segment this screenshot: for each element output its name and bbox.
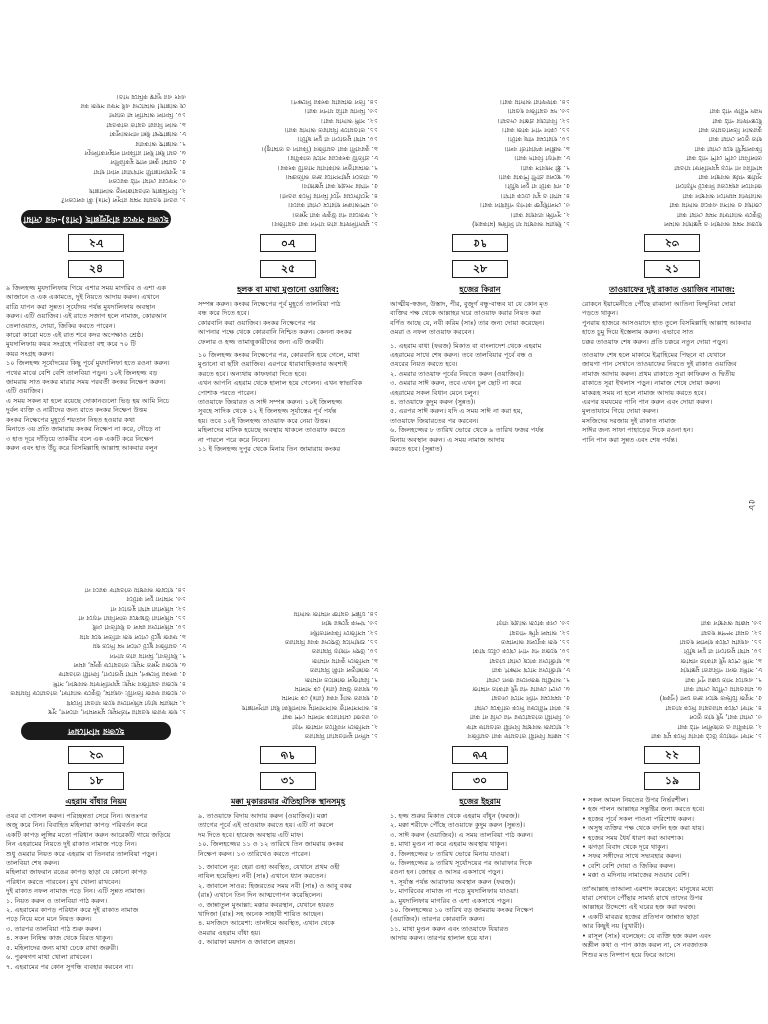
page-number: ৩০ (452, 772, 508, 790)
text-line: ১. ইহরাম অবস্থায় যা নিষিদ্ধ (মাকরূহ) (472, 220, 570, 228)
text-line: যারা সেখানে পৌঁছার সামর্থ্য রাখে তাদের উপর (582, 894, 703, 903)
text-line: ৭. জামরাতুল আকাবায় সাতটি কংকর। (277, 163, 378, 172)
text-line: ৬. হযরত উমর (রাঃ) কে সালাম (294, 684, 378, 693)
text-line: হয়। তবে ১০ই জিলহজ্জ তাওয়াফ করে নেয়া উত্তম। (198, 416, 331, 425)
text-line: ফেলার ও হজ্জ তামাত্তুকারীদের জন্য এটি জরুরী। (198, 337, 324, 346)
text-line: ১১. হজ কবুলের আলামত (501, 637, 570, 646)
text-line: ৩. মাশআরুল হারামে দোয়া করবে। (288, 201, 378, 210)
text-line: • বেশি বেশি দোয়া ও জিকির করুন। (582, 861, 676, 870)
text-line: ৭. স্ত্রী সহবাস করা। (520, 163, 570, 172)
text-line: ৫. জিলহজ্জের ৮ তারিখ ভোরে মিনায় যাওয়া। (390, 849, 510, 858)
text-line: ৪. সুবহানাল্লাযী সাখখারা লানা হাযা (93, 167, 186, 176)
text-line: ৩. দোয়া করা, দুই হাত তুলে (689, 713, 762, 722)
text-line: এরপর যমযমের পানি পান করুন এবং দোয়া করুন। (582, 398, 713, 407)
text-line: ২. ফজরের পর উকুফ করা সুন্নত। (292, 210, 378, 219)
text-line: ৩. বিদায়ী তাওয়াফের পর দেরি না করা (469, 713, 570, 722)
text-line: ৪. কাবা শরীফের দিকে তাকিয়ে দোয়া (474, 703, 570, 712)
page-column (198, 768, 378, 1024)
text-line: জাবালে রহমতের নিকটে দাঁড়ানো (675, 182, 762, 191)
text-line: • অসুস্থ ব্যক্তির পক্ষ থেকে বদলি হজ করা যায়। (582, 824, 705, 833)
text-line: জামরায় সাত কংকর মারার সময় পরবর্তী কংকর নিক্ষেপ করুন। (6, 378, 166, 387)
text-line: ৬. জিলহজ্জের ৯ তারিখ সূর্যোদয়ের পর আরাফার দিকে (390, 859, 533, 868)
text-line: নিক্ষেপ করুন। ১৩ তারিখেও করতে পারেন। (198, 849, 311, 858)
text-line: ৫. এরপর সাঈ করুন। যদি এ সময় সাঈ না করা হয়, (390, 407, 523, 416)
text-line: ১৪. কাফফারা আদায় করা। (499, 97, 570, 106)
text-line: ৩ হাত দূরে দাঁড়িয়ে তাকবীর বলে এক একটি করে নিক্ষেপ (6, 434, 154, 443)
text-line: ৫. সবুজ চিহ্নিত স্থানে দ্রুত চলা (পুরুষ) (659, 694, 762, 703)
text-line: ১. হজ ফরজ হওয়ার শর্তসমূহ: মুসলমান, বালেগ, সুস্থ (48, 708, 186, 716)
text-line: রাকাতে সূরা ইখলাস পড়ুন। নামাজ শেষে দোয়া করুন। (582, 379, 721, 388)
text-line: ৬. ওয়া ইন্না ইলা রাব্বিনা লামুনকালিবূন (84, 148, 186, 157)
text-line: মহিলাদের মাসিক হয়েছে অবস্থায় থাকলে তাওয়াফ করতে (198, 426, 346, 435)
text-line: ১. এহরাম বাধা (ফরজ) মিকাত বা বাংলাদেশ থেকে এহরাম (390, 341, 542, 350)
section-heading: হজের কিরান (459, 285, 501, 294)
text-line: ৬. পুরুষগণ মাথা খোলা রাখবেন। (6, 953, 93, 962)
text-line: ৬. স্থলের প্রাণী শিকার করা। (498, 172, 570, 181)
text-line: ১০ জিলহজ্জ কংকর নিক্ষেপের পর, কোরবানি হয়ে গেলে, মাথা (198, 351, 360, 360)
text-line: ৯. মুযদালিফায় মাগরিব ও এশা একসাথে পড়ুন। (390, 896, 513, 905)
text-line: আদায় করুন। তারপর হালাল হয়ে যান। (390, 934, 492, 943)
text-line: কয়র সংগ্রহ করুন। (6, 349, 54, 358)
text-line: ৭. রিয়াজুল জান্নাতে নামাজ (304, 675, 378, 684)
text-line: নাযিল হয়েছিল। নবী (সাঃ) এখানে ধ্যান করতেন। (198, 872, 327, 881)
text-line: ৭. এভাবে সাত চক্কর পূর্ণ করা (685, 675, 762, 684)
text-line: ২. তাকবীর ও তাহলীল পাঠ করা (677, 722, 762, 731)
text-line: • রাসূল (সাঃ) বলেছেন: যে ব্যক্তি হজ করল এবং (582, 931, 711, 940)
text-line: তাওয়াফ শেষ হলে মাকামে ইব্রাহিমের পিছনে বা যেখানে (582, 351, 726, 360)
text-line: সম্পন্ন করুন। কংকর নিক্ষেপের পূর্ব মুহূর্তে তালবিয়া পাঠ (198, 300, 341, 308)
text-line: করুন এবং হাত উঁচু করে বিসমিল্লাহি আল্লাহু আকবার বলুন (6, 443, 158, 452)
text-line: আজানে ও এক একামতে, দুই নিয়তে আদায় করুন। এখানে (6, 293, 160, 302)
text-line: ১৩. নেক কাজে আগ্রহ বাড়া (496, 619, 570, 628)
text-line: ১৪. চল্লিশ ওয়াক্ত নামাজ আদায় (293, 609, 378, 618)
text-line: পথের মাঝে বেশি বেশি তালবিয়া পড়ুন। ১০ই জিলহজ্জ বড় (6, 368, 158, 377)
text-line: (রাঃ) এখানে তিন দিন আত্মগোপন করেছিলেন। (198, 891, 323, 900)
section-heading: এহরাম বাঁধার নিয়ম (65, 797, 127, 806)
side-page-label: ৫৮ (746, 499, 756, 511)
text-line: হে আল্লাহ! আমাদের এই সফর সহজ কর (80, 101, 186, 110)
text-line: তাওয়াফে জিয়ারতের পর করবেন। (390, 416, 479, 425)
text-line: তেলাওয়াত, দোয়া, জিকির করতে পারেন। (6, 321, 116, 330)
text-line: ১২. ওমরা সম্পন্ন হওয়া (701, 628, 762, 637)
text-line: পরিধান করতে পারবেন। মুখ খোলা রাখবেন। (6, 877, 121, 886)
text-line: ১০. জিলহজ্জের ১০ তারিখ বড় জামরায় কংকর নিক্ষেপ (390, 906, 534, 915)
page-column (6, 512, 186, 768)
text-line: ২. মসজিদে নববীতে নামাজ পড়া (292, 722, 378, 731)
text-line: ৫. নখ কাটা বা চুল ছাঁটা। (505, 182, 570, 191)
text-line: ১১. মহিলারা উচ্চস্বরে তালবিয়া পড়বে না (78, 613, 186, 622)
page-quadrant (0, 512, 768, 768)
text-line: পোশাক পরতে পারেন। (198, 388, 257, 397)
text-line: ১০ জিলহজ্জ সূর্যোদয়ের কিছু পূর্বে মুযদালিফা হতে রওনা করুন। (6, 359, 170, 368)
text-line: হাতে চুমু দিয়ে ইস্তেলাম করুন। এভাবে সাত (582, 328, 694, 337)
text-line: বন্ধ করে দিতে হবে। (198, 309, 250, 318)
text-line: ৩. সেলাইযুক্ত কাপড় পরিধান করা। (479, 201, 570, 210)
text-line: ৭. সূর্যাস্ত পর্যন্ত আরাফায় অবস্থান করুন (ফরজ)। (390, 877, 516, 886)
text-line: পানি পান করা সুন্নত এবং শেষ পর্যন্ত। (582, 435, 678, 444)
section-heading: মক্কা মুকাররমার ঐতিহাসিক স্থানসমূহ (230, 797, 346, 806)
text-line: ওমরার এহরাম বাঁধা হয়। (198, 928, 261, 937)
text-line: তালবিয়া শেষ করুন। (6, 859, 60, 868)
text-line: ৯ জিলহজ্জ মুযদালিফায় গিয়ে এশার সময় মাগরিব ও এশা এক (6, 284, 166, 292)
page-number: ২৫ (260, 260, 316, 278)
text-line: ৫. ওয়ামা কুন্না লাহু মুকরিনীন (110, 158, 186, 167)
text-line: ২. এহরামের কাপড় পরিধান করে দুই রাকাত নামাজ (6, 906, 139, 915)
text-line: ১০. মাথা মুণ্ডানো বা চুল ছাঁটা (683, 647, 762, 656)
text-line: ১০. মিনাল আমালি মা তারদা (109, 111, 186, 120)
text-line: ১৪. তিন জামরায় কংকর নিক্ষেপ। (290, 97, 378, 106)
text-line: ৫. হযরত আবু বকর (রাঃ) কে সালাম (281, 694, 378, 703)
text-line: তা'আল্লাহ তাআলা এরশাদ করেছেন: মানুষের মধ্যে (582, 884, 714, 893)
text-line: ত্যাগের পূর্বে এই তাওয়াফ করতে হয়। এটি না করলে (198, 821, 334, 830)
page-number: ৮৬ (452, 746, 508, 764)
text-line: ১. রওনা হওয়ার সময় রাসূল (সাঃ) কী বলতেন? (61, 196, 186, 204)
text-line: এহরামের সকল বিধান মেনে চলুন। (390, 388, 480, 397)
text-line: হজের সময় অবস্থান ও মুস্তাহাব আমল (663, 220, 762, 228)
text-line: দুর্বল ব্যক্তি ও নারীদের জন্য রাতে কংকর নিক্ষেপ উত্তম (6, 406, 148, 415)
text-line: ৪. তাওয়াফে কুদুম করুন (সুন্নত)। (390, 398, 476, 407)
text-line: ১৩. দম ওয়াজিব হওয়া। (507, 107, 570, 116)
text-line: আরাফার ময়দানে অবস্থান করা (682, 191, 762, 200)
page-number: ২৪ (68, 260, 124, 278)
text-line: ১. জাবালে নূর: হেরা গুহা অবস্থিত, যেখানে প্রথম ওহী (198, 863, 340, 872)
text-line: ১. সাফা পাহাড়ে উঠে কাবার দিকে মুখ করা (651, 732, 762, 740)
text-line: রাত্রি যাপন করা সুন্নত। সূর্যোদয় পর্যন্ত মুযদালিফায় অবস্থান (6, 302, 156, 311)
text-line: তাওয়াফে জিয়ারত ও সাঈ সম্পন্ন করুন। ১০ই জিলহজ্জ (198, 398, 343, 407)
text-line: কিবলামুখী হয়ে দোয়া করা (694, 144, 762, 153)
page-column (582, 768, 762, 1024)
text-line: • সকল আমল নিয়তের উপর নির্ভরশীল। (582, 796, 689, 804)
text-line: মিনায় অবস্থান করুন। এ সময় নামাজ আদায় (390, 435, 505, 444)
text-line: ৯. অশ্লীল কথাবার্তা বলা। (504, 144, 570, 153)
text-line: না পারলে পরে করে নিবেন। (198, 435, 270, 444)
page-number: ২২ (644, 746, 700, 764)
page-column (198, 512, 378, 768)
text-line: ৬. দেশে ফেরার পর দুই রাকাত নামাজ (472, 684, 570, 693)
text-line: ৮. ওয়াজিব ছুটে গেলে দম দিতে হয় (92, 642, 186, 651)
text-line: দুই রাকাত নফল নামাজ পড়ে নিন। এটি সুন্নত নামাজ। (6, 887, 145, 896)
text-line: ১. মক্কায় বিদায়ী তাওয়াফ করা ওয়াজিব (467, 732, 570, 740)
text-line: ৮. মাগরিবের নামাজ না পড়ে মুযদালিফায় যাওয়া। (390, 887, 519, 896)
text-line: ৪. সকল নিষিদ্ধ কাজ থেকে বিরত থাকুন। (6, 934, 113, 943)
text-line: • একটি মাবরূর হজের প্রতিদান জান্নাত ছাড়া (582, 912, 699, 921)
page-column (390, 256, 570, 512)
text-line: মুণ্ডানো বা ছাঁটা ওয়াজিব। এরপরে ধারাবাহিকতার অবশ্যই (198, 360, 347, 369)
page-number: ৭৬ (260, 746, 316, 764)
text-line: • ঝগড়া বিবাদ থেকে দূরে থাকুন। (582, 843, 668, 852)
page-number: ২৮ (452, 260, 508, 278)
text-line: ৪. আসসালাতু আসসালামু আলাইকা ইয়া রাসূলাল্লাহ (241, 703, 378, 712)
text-line: কোরবানি করা ওয়াজিব। কংকর নিক্ষেপের পর (198, 318, 316, 327)
text-line: ৯. মসজিদে কুবায় নামাজ (312, 656, 378, 665)
text-line: ওযর বা গোসল করুন। পরিচ্ছন্নতা সেরে নিন। অতঃপর (6, 812, 148, 820)
page-column (390, 0, 570, 256)
text-line: ৩. ওমরার সাঈ করুন, তবে এখন চুল ছোট না করে (390, 379, 522, 388)
text-line: ৮. ঝগড়া বিবাদ করা। (514, 154, 570, 163)
text-line: • মক্কা ও মদিনায় নামাজের সওয়াব বেশি। (582, 871, 690, 880)
text-line: অশ্লীল কথা ও পাপ কাজ করল না, সে নবজাতক (582, 941, 708, 950)
page-column (6, 768, 186, 1024)
section-heading: তাওয়াফের দুই রাকাত ওয়াজিব নামাজ: (609, 285, 735, 294)
text-line: অজু করে নিন। বিবাহিত মহিলারা কাপড় পরিবর্তন করে (6, 821, 148, 830)
text-line: ওমরা ও নফল তাওয়াফ করবেন। (390, 328, 475, 337)
text-line: ৬. হজের সুন্নত সমূহ: তাওয়াফে কুদুম, রমল (73, 660, 186, 669)
text-line: ১১ ই জিলহজ্জ দুপুর থেকে মিনায় তিন জামারায় কংকর (198, 445, 341, 454)
section-heading: হজের ইহরাম (459, 797, 501, 806)
text-line: মসজিদের দরজায় দুই রাকাত নামাজ (582, 416, 676, 425)
text-line: একটি কাপড় লুঙ্গির মতো পরিধান করুন আরেকটি গায়ে জড়িয়ে (6, 830, 171, 839)
text-line: • সফর সঙ্গীদের সাথে সদ্ব্যবহার করুন। (582, 852, 682, 861)
page-column (582, 512, 762, 768)
text-line: ১৩. সামান্য চুল কাটবে (126, 595, 186, 604)
text-line: ৯. ফরজ ছুটে গেলে হজ বাতিল হয়ে যায় (79, 632, 186, 641)
text-line: এহরামের সাথে শেষ করুন। তবে তালবিয়ার পূর্বে বন্ধ ও (390, 351, 533, 360)
page-column (198, 0, 378, 256)
section-heading: হজের মাসায়েল (21, 722, 171, 740)
text-line: ৭. আত্মীয় স্বজনদের জন্য দোয়া (486, 675, 570, 684)
page-column (390, 512, 570, 768)
text-line: ৪. মাথা মুণ্ডন না করে এহরাম অবস্থায় থাকুন। (390, 840, 508, 849)
text-line: ৫. আরাফা ময়দান ও জাবালে রহমত। (198, 938, 296, 947)
text-line: ১১. তাওয়াফে যিয়ারত আদায় করা। (284, 125, 378, 134)
text-line: রওনা হন। জোহর ও আসর একসাথে পড়ুন। (390, 868, 504, 877)
text-line: ৪. মাথা ও মুখ ঢেকে রাখা। (500, 191, 570, 200)
page-number: ১৯ (644, 772, 700, 790)
text-line: হাত তুলে দোয়া করা (708, 135, 762, 144)
text-line: মহিলারা জাফরান রঙের কাপড় ছাড়া যে কোনো কাপড় (6, 868, 148, 877)
text-line: ৯. হাজীদের কাছে দোয়া চাওয়া (489, 656, 570, 665)
text-line: শুধু ওমরার নিয়ত করে এহরাম বা তিনবার তালবিয়া পড়ুন। (6, 849, 158, 858)
text-line: ১১. কোন পাপ কাজ করা। (502, 125, 570, 134)
text-line: • হজ পালন আল্লাহর সন্তুষ্টির জন্য করতে হবে। (582, 805, 705, 814)
text-line: খাদিজা (রাঃ) সহ অনেক সাহাবী শায়িত আছেন। (198, 910, 324, 919)
text-line: ২. হায়েজ অবস্থায় বিদায়ী তাওয়াফ মাফ (466, 722, 570, 731)
page-number: ৮০ (260, 234, 316, 252)
text-line: জায়গা পান সেখানে তাওয়াফের নিয়তে দুই রাকাত ওয়াজিব (582, 360, 737, 369)
page-column (582, 0, 762, 256)
text-line: ৩. হজের ফরজ তিনটি: এহরাম, উকুফে আরাফা, তাওয়াফে যিয়ারত (10, 689, 186, 698)
text-line: করুন। এটি ওয়াজিব। এই রাতে সজাগ হলে নামাজ, কোরআন (6, 312, 167, 321)
text-line: (ওয়াজিব)। তারপর কোরবানি করুন। (390, 915, 485, 924)
page-quadrant (0, 768, 768, 1024)
text-line: ৩. জান্নাতুল মুআল্লা: মক্কার কবরস্থান, যেখানে হযরত (198, 900, 334, 909)
text-line: সূর্যাস্ত পর্যন্ত অবস্থান করা (698, 172, 762, 181)
text-line: ৬. জিলহজ্জের ৮ তারিখ ভোরে থেকে ৯ তারিখ ফজর পর্যন্ত (390, 426, 544, 435)
text-line: এখন আপনি এহরাম থেকে হালাল হয়ে গেলেন। এখন স্বাভাবিক (198, 379, 363, 388)
text-line: পুনরায় হাজরে আসওয়াদে হাত তুলে বিসমিল্লাহি আল্লাহু আকবার (582, 318, 752, 327)
text-line: এ সময় সকল যা হলে রয়েছে দোকানগুলো ভিড় হয় আমি নিচে (6, 396, 170, 405)
text-line: ৮. হাজীদের সাথে সাক্ষাৎ করা (491, 666, 570, 675)
page-number: ২১ (644, 260, 700, 278)
text-line: কারো কারো মতে এই রাত শবে কদর অপেক্ষাও শ্রেষ্ঠ। (6, 331, 144, 340)
text-line: এটি ওয়াজিব। (6, 387, 44, 396)
text-line: আর কিছুই নয় (বুখারী)। (582, 922, 645, 931)
text-line: ৮. জান্নাতুল বাকী যিয়ারত (309, 666, 378, 675)
text-line: ৯. আল বিররা ওয়াত তাকওয়া (106, 120, 186, 129)
text-line: • হজের সময় ধৈর্য ধারণ করা আবশ্যক। (582, 833, 684, 842)
text-line: উকুফে আরাফার সময় দোয়া করা (676, 210, 762, 219)
page-column (198, 256, 378, 512)
text-line: ১১. এহরাম থেকে হালাল হওয়া (679, 637, 762, 646)
text-line: আল্লাহর উদ্দেশ্যে এই ঘরের হজ করা ফরজ। (582, 903, 696, 912)
text-line: ৮. আল্লাহুম্মা ইন্না নাসআলুকা (109, 130, 186, 139)
text-line: নামাজ আদায় করুন। প্রথম রাকাতে সূরা কাফিরুন ও দ্বিতীয় (582, 369, 736, 378)
text-line: ৮. প্রতিটি কংকরের সাথে তাকবীর। (287, 154, 378, 163)
text-line: ১. নিয়ত করুন ও তালবিয়া পাঠ করুন। (6, 896, 108, 905)
text-line: রোকনে ইয়ামেনীতে পৌঁছে রাব্বানা আতিনা ফিদ্দুনিয়া দোয়া (582, 300, 736, 308)
text-line: শিশুর মত নিষ্পাপ হয়ে ফিরে আসে। (582, 950, 676, 959)
page-column (582, 256, 762, 512)
text-line: ১৩. মিনায় রাত্রি যাপন করা। (304, 107, 378, 116)
text-line: ২. জাবালে সাওর: হিজরতের সময় নবী (সাঃ) ও আবু বকর (198, 881, 352, 890)
page-number: ৩১ (260, 772, 316, 790)
text-line: ৫. মহিলাদের জন্য মাথা ঢেকে রাখা জরুরী। (6, 943, 119, 952)
text-line: ৩. সাঈ করুন (ওয়াজিব)। এ সময় তালবিয়া পাঠ করুন। (390, 830, 533, 839)
text-line: ৭. এহরামের পর কোন সুগন্ধি ব্যবহার করবেন না। (6, 962, 133, 971)
text-line: ৬. মারওয়ায় পৌঁছে দোয়া করা (683, 684, 762, 693)
text-line: ১৩. মক্কায় অবস্থান করা (700, 619, 762, 628)
text-line: সাঈর জন্য সাফা পাহাড়ের দিকে রওনা হন। (582, 426, 693, 435)
text-line: পড়ে নিয়ে মনে মনে নিয়ত করুন। (6, 915, 92, 924)
page-column (6, 256, 186, 512)
text-line: ১২. সাঈ আদায় করা। (321, 116, 378, 125)
page-number: ৭৫ (452, 234, 508, 252)
text-line: মুলতাযামে গিয়ে দোয়া করুন। (582, 407, 659, 416)
text-line: ১১. মাথা মুণ্ডন করুন এবং তাওয়াফে যিয়ারত (390, 924, 509, 933)
text-line: আপনার পক্ষে থেকে কোরবানি নিশ্চিত করুন। কেননা কংকর (198, 328, 352, 337)
text-line: সুবহে সাদিক থেকে ১২ ই জিলহজ্জ সূর্যাস্তের পূর্ব পর্যন্ত (198, 407, 337, 416)
text-line: ২. সুগন্ধি ব্যবহার করা। (510, 210, 570, 219)
text-line: এবং এর দূরত্ব কমিয়ে দাও। (116, 92, 186, 101)
text-line: ব্যক্তির পক্ষ থেকে আল্লাহর ঘরে তাওয়াফ করার নিয়ত করা (390, 309, 541, 318)
text-line: ৭. আল্লাহু আকবার (135, 139, 186, 148)
text-line: কংকর নিক্ষেপের মুহূর্তে শয়তান নিহত হওয়ার কথা (6, 415, 135, 424)
text-line: ৮. সাঈর জন্য পবিত্রতা মুস্তাহাব (680, 666, 762, 675)
text-line: নিন এহরামের নিয়তে দুই রাকাত নামাজ পড়ে নিন। (6, 840, 137, 849)
page-column (6, 0, 186, 256)
text-line: ১০. হারামের গাছ কাটা। (507, 135, 570, 144)
text-line: ওযরের নিয়ত করতে হবে। (390, 360, 458, 369)
text-line: ১০. মহিলাদের রমল ও ইযতিবা নেই (92, 623, 186, 632)
text-line: ইস্তেগফার পাঠ করা (712, 116, 762, 125)
text-line: ৩. তারপর তালবিয়া পাঠ শুরু করুন। (6, 924, 102, 933)
page-column (390, 768, 570, 1024)
text-line: ১. মদিনা মুনাওয়ারা যিয়ারত (304, 732, 378, 740)
text-line: ৬. বাতনে মুহাসসারে দ্রুত অতিক্রম। (285, 172, 378, 181)
text-line: দরূদ শরীফ পাঠ করা (709, 107, 762, 116)
text-line: ১০. উহুদ পাহাড় যিয়ারত (311, 647, 378, 656)
text-line: মুযদালিফায় কয়র সংগ্রহে পবিত্রতা বহু করে ৭০ টি (6, 340, 136, 349)
text-line: ৯. কুরবানী করা ওয়াজিব (কিরান ও তামাত্তু)। (261, 144, 378, 153)
text-line: মাগরিব না পড়ে মুযদালিফা যাওয়া (674, 163, 762, 172)
text-line: ১২. মহিলারা মাথা মুণ্ডাবে না (110, 604, 186, 613)
page-number: ৮২ (68, 234, 124, 252)
text-line: ২. বিসমিল্লাহ তাওয়াক্কালতু আলাল্লাহ (89, 186, 186, 195)
text-line: ৫. কংকর নিক্ষেপ, মাথা মুণ্ডানো, বিদায়ী তাওয়াফ (58, 670, 186, 679)
text-line: কুরআন তিলাওয়াত করা (698, 125, 762, 134)
page-number: ৩২ (644, 234, 700, 252)
text-line: • হজের পূর্বে সকল পাওনা পরিশোধ করুন। (582, 814, 694, 823)
text-line: ৩. রওজা মোবারকে সালাম পেশ করা (282, 713, 378, 722)
text-line: ১. মুযদালিফায় রাত যাপন করা ওয়াজিব। (271, 220, 378, 228)
page-quadrant (0, 256, 768, 512)
text-line: ১২. মসজিদে কিবলাতাইন (310, 628, 378, 637)
text-line: মাকরূহ সময় না হলে নামাজ আদায় করতে হবে। (582, 388, 707, 397)
text-line: আত্মীয়-স্বজন, উস্তাদ, পীর, বুজুর্গ বন্ধু-বান্ধব যা যে কোন মৃত (390, 300, 548, 308)
page-quadrant (0, 0, 768, 256)
text-line: ১১. শুহাদায়ে উহুদের কবর যিয়ারত (284, 637, 378, 646)
text-line: পড়তে থাকুন। (582, 309, 618, 318)
text-line: ৫. পাথর সংগ্রহ করা মুস্তাহাব। (301, 182, 378, 191)
text-line: ১৪. হায়েজ অবস্থায় তাওয়াফ করবে না (84, 585, 186, 594)
text-line: ১০. জিলহজ্জের ১১ ও ১২ তারিখে তিন জামরায় কংকর (198, 840, 344, 849)
text-line: দম দিতে হবে। হায়েজ অবস্থায় এটি মাফ। (198, 830, 304, 839)
text-line: ৪. সাফা থেকে মারওয়ার দিকে যাওয়া (665, 703, 762, 712)
text-line: ৪. মসজিদে আয়েশা: তানঈমে অবস্থিত, এখান থেকে (198, 919, 335, 928)
text-line: ৯. সাঈ শেষে দুই রাকাত নামাজ (680, 656, 762, 665)
text-line: জোহর ও আসর একত্রে আদায় করা (669, 201, 762, 210)
text-line: ৭. ইযতিবা, মিনায় রাত যাপন (109, 651, 186, 660)
text-line: ১২. আমল বৃদ্ধি পাওয়া (509, 628, 570, 637)
text-line: করতে হবে। অন্যথায় কাফফারা দিতে হবে। (198, 369, 307, 378)
text-line: ৩. সফরের দোয়া পাঠ করতেন (108, 177, 186, 186)
text-line: ১৩. খন্দক যুদ্ধের স্থান (321, 619, 378, 628)
text-line: ৫. যমযমের পানি সাথে নেওয়া (491, 694, 570, 703)
text-line: তালবিয়া বেশি বেশি পাঠ করা (686, 154, 762, 163)
text-line: মিনাতে ৩য় প্রতি জামারায় কংকর নিক্ষেপ না করে, দৌড়ে না (6, 425, 161, 434)
text-line: ১. হজ্জ শুরুর মিকাত থেকে এহরাম বাঁধুন (ফরজ)। (390, 812, 520, 820)
text-line: ২. ওমরার তাওয়াফ পূর্বের নিয়তে করুন (ওয়াজিব)। (390, 369, 524, 378)
page-number: ৩২ (68, 746, 124, 764)
text-line: ২. মক্কা শরীফে পৌঁছে তাওয়াফে কুদুম করুন (সুন্নত)। (390, 821, 525, 830)
text-line: ৪. সূর্যোদয়ের পূর্বে মিনার দিকে রওনা। (279, 191, 378, 200)
text-line: ৯. তাওয়াফে বিদায় আদায় করুন (ওয়াজিব)। মক্কা (198, 812, 328, 820)
page-number: ১৮ (68, 772, 124, 790)
text-line: ৪. হজের ওয়াজিব সমূহ: মুযদালিফায় অবস্থান, সাঈ (53, 679, 186, 688)
text-line: ১০. মাথা মুণ্ডানো বা চুল ছাঁটা। (297, 135, 378, 144)
text-line: ২. মাহরাম ছাড়া মহিলাদের হজে যাওয়া নিষেধ (66, 698, 186, 707)
section-heading: হলক বা মাথা মুণ্ডানো ওয়াজিব: (237, 285, 339, 294)
text-line: ১০. হজের পর পাপ থেকে বেঁচে থাকা (472, 647, 570, 656)
text-line: করতে হবে। (সুন্নাত) (390, 445, 443, 454)
text-line: চক্কর তাওয়াফ শেষ করুন। প্রতি চক্করে নতুন দোয়া পড়ুন। (582, 337, 728, 346)
text-line: ১২. বিবাহের প্রস্তাব দেওয়া। (497, 116, 570, 125)
text-line: বর্ণিত আছে যে, নবী করিম (সাঃ) তার জন্য দোয়া করেছেন। (390, 318, 545, 327)
section-heading: হজের সফরে রাসূলুল্লাহ (সাঃ)-এর দোয়া (21, 210, 171, 228)
